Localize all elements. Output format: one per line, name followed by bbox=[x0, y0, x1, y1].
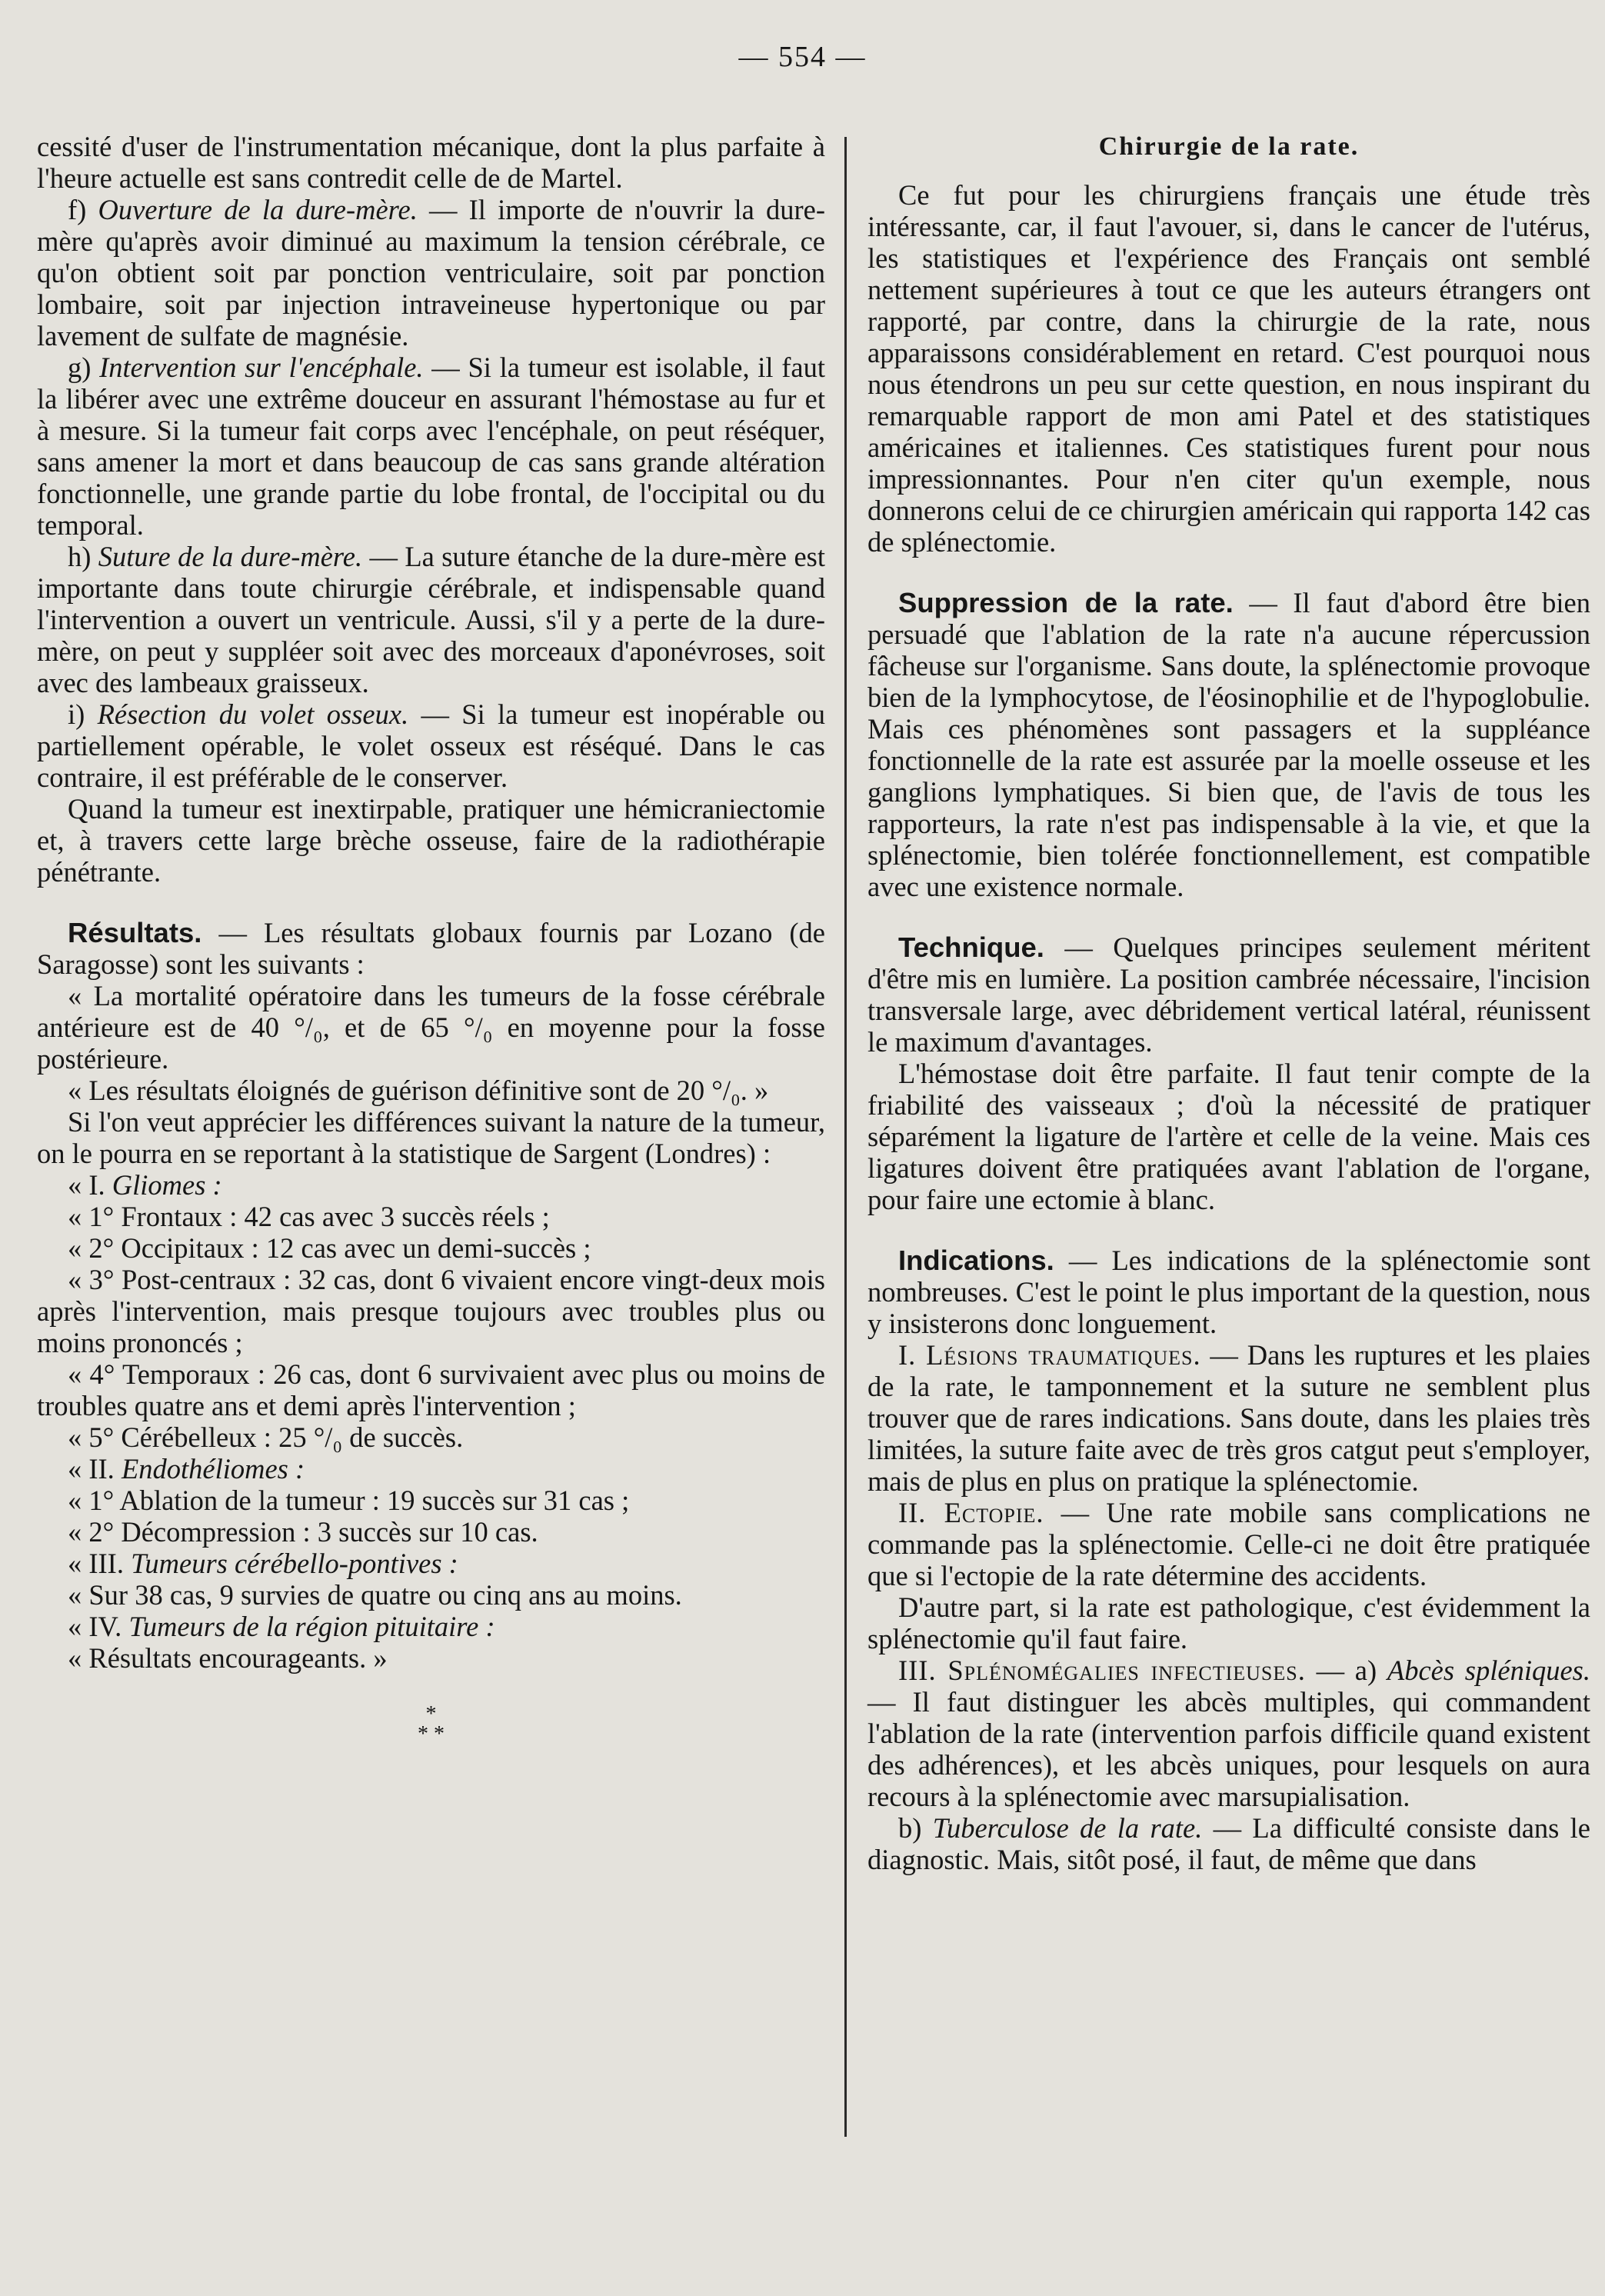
list-title: Tumeurs de la région pituitaire : bbox=[128, 1611, 495, 1642]
item-label: g) bbox=[68, 352, 100, 383]
item-text: — La suture étanche de la dure-mère est importante dans toute chirurgie cérébrale, et indispensable quand l'intervention a ouvert un ventricule. Aussi, s'il y a perte de la dure-mère, on peut y suppléer soit avec des morceaux d'aponévroses, soit avec des lambeaux graisseux. bbox=[37, 541, 825, 698]
list-item: « 1° Frontaux : 42 cas avec 3 succès réels ; bbox=[68, 1201, 550, 1232]
asterisk-top: * bbox=[425, 1702, 437, 1726]
paragraph-g bbox=[37, 352, 825, 541]
indication-text: — La difficulté consiste dans le diagnostic. Mais, sitôt posé, il faut, de même que dans bbox=[867, 1812, 1590, 1875]
item-title: Ouverture de la dure-mère. bbox=[98, 194, 418, 225]
list-title: Gliomes : bbox=[112, 1169, 222, 1201]
technique-heading: Technique. bbox=[898, 931, 1044, 963]
indication-item bbox=[867, 1497, 1590, 1591]
paragraph-i bbox=[37, 698, 825, 793]
indication-label: b) bbox=[898, 1812, 933, 1844]
indication-text: — Il faut distinguer les abcès multiples, qui commandent l'ablation de la rate (intervention parfois difficile quand existent des adhérences), et les abcès uniques, pour lesquels on aura recours à la splénectomie avec marsupialisation. bbox=[867, 1686, 1590, 1812]
suppression-heading: Suppression de la rate. bbox=[898, 587, 1234, 618]
list-item: « 5° Cérébelleux : 25 °/₀ de succès. bbox=[68, 1421, 464, 1453]
indication-text: — Dans les ruptures et les plaies de la rate, le tamponnement et la suture ne semblent plus trouver que de rares indications. Sans doute, dans les plaies très limitées, la suture faite avec de très gros catgut peut s'employer, mais de plus en plus on pratique la splénectomie. bbox=[867, 1339, 1590, 1497]
item-title: Intervention sur l'encéphale. bbox=[99, 352, 424, 383]
item-title: Résection du volet osseux. bbox=[97, 698, 409, 730]
item-label: f) bbox=[68, 194, 98, 225]
page-number: — 554 — bbox=[738, 41, 867, 73]
indication-label: I. Lésions traumatiques. bbox=[898, 1339, 1201, 1371]
paragraph: L'hémostase doit être parfaite. Il faut tenir compte de la friabilité des vaisseaux ; d'où la nécessité de pratiquer séparément la ligature de l'artère et celle de la veine. Mais ces ligatures doivent être pratiquées avant l'ablation de l'organe, pour faire une ectomie à blanc. bbox=[867, 1058, 1590, 1215]
results-paragraph bbox=[37, 917, 825, 980]
list-item bbox=[37, 1611, 825, 1642]
list-marker: « IV. bbox=[68, 1611, 129, 1642]
indication-subtitle: Abcès spléniques. bbox=[1387, 1655, 1591, 1686]
section-separator bbox=[37, 1702, 825, 1746]
list-item: « Résultats encourageants. » bbox=[68, 1642, 388, 1674]
item-text: — Il importe de n'ouvrir la dure-mère qu'après avoir diminué au maximum la tension cérébrale, ce qu'on obtient soit par ponction ventriculaire, soit par ponction lombaire, soit par injection intraveineuse hypertonique ou par lavement de sulfate de magnésie. bbox=[37, 194, 826, 352]
column-divider bbox=[844, 137, 847, 2137]
technique-paragraph bbox=[867, 931, 1590, 1058]
list-item bbox=[37, 1453, 825, 1485]
indications-text: — Les indications de la splénectomie sont nombreuses. C'est le point le plus important de la question, nous y insisterons donc longuement. bbox=[867, 1245, 1590, 1339]
results-heading: Résultats. bbox=[68, 917, 202, 948]
indication-item bbox=[867, 1655, 1590, 1812]
indication-sep: — a) bbox=[1305, 1655, 1387, 1686]
indications-heading: Indications. bbox=[898, 1245, 1054, 1276]
section-title: Chirurgie de la rate. bbox=[1098, 132, 1360, 161]
paragraph: Quand la tumeur est inextirpable, pratiquer une hémicraniectomie et, à travers cette large brèche osseuse, faire de la radiothérapie pénétrante. bbox=[37, 793, 825, 888]
list-item: « Sur 38 cas, 9 survies de quatre ou cinq ans au moins. bbox=[68, 1579, 682, 1611]
list-title: Tumeurs cérébello-pontives : bbox=[131, 1548, 458, 1579]
item-label: i) bbox=[68, 698, 98, 730]
list-item: « 2° Décompression : 3 succès sur 10 cas. bbox=[68, 1516, 538, 1548]
item-text: — Si la tumeur est isolable, il faut la libérer avec une extrême douceur en assurant l'hémostase au fur et à mesure. Si la tumeur fait corps avec l'encéphale, on peut réséquer, sans amener la mort et dans beaucoup de cas sans grande altération fonctionnelle, une grande partie du lobe frontal, de l'occipital ou du temporal. bbox=[37, 352, 826, 541]
indication-text: — Une rate mobile sans complications ne commande pas la splénectomie. Celle-ci ne doit être pratiquée que si l'ectopie de la rate détermine des accidents. bbox=[867, 1497, 1590, 1591]
indication-label: III. Splénomégalies infectieuses. bbox=[898, 1655, 1306, 1686]
list-marker: « II. bbox=[68, 1453, 122, 1485]
indication-subtitle: Tuberculose de la rate. bbox=[932, 1812, 1203, 1844]
item-text: — Si la tumeur est inopérable ou partiellement opérable, le volet osseux est réséqué. Dans le cas contraire, il est préférable de le conserver. bbox=[37, 698, 825, 793]
asterisk-bottom: * * bbox=[418, 1722, 445, 1746]
list-item bbox=[37, 1169, 825, 1201]
item-title: Suture de la dure-mère. bbox=[98, 541, 363, 572]
paragraph-f bbox=[37, 194, 825, 352]
technique-text: — Quelques principes seulement méritent d'être mis en lumière. La position cambrée nécessaire, l'incision transversale large, avec débridement vertical latéral, réunissent le maximum d'avantages. bbox=[867, 931, 1590, 1058]
indication-item bbox=[867, 1812, 1590, 1875]
list-item: « 1° Ablation de la tumeur : 19 succès sur 31 cas ; bbox=[68, 1485, 630, 1516]
paragraph-h bbox=[37, 541, 825, 698]
indication-item bbox=[867, 1339, 1590, 1497]
paragraph: Si l'on veut apprécier les différences suivant la nature de la tumeur, on le pourra en se reportant à la statistique de Sargent (Londres) : bbox=[37, 1106, 825, 1169]
indication-label: II. Ectopie. bbox=[898, 1497, 1044, 1528]
suppression-paragraph bbox=[867, 587, 1590, 902]
list-marker: « I. bbox=[68, 1169, 112, 1201]
list-item: « 3° Post-centraux : 32 cas, dont 6 vivaient encore vingt-deux mois après l'intervention, mais presque toujours avec troubles plus ou moins prononcés ; bbox=[37, 1264, 825, 1358]
indications-paragraph bbox=[867, 1245, 1590, 1339]
paragraph: D'autre part, si la rate est pathologique, c'est évidemment la splénectomie qu'il faut faire. bbox=[867, 1591, 1590, 1655]
left-column bbox=[37, 131, 825, 1744]
paragraph: cessité d'user de l'instrumentation mécanique, dont la plus parfaite à l'heure actuelle est sans contredit celle de de Martel. bbox=[37, 131, 825, 194]
suppression-text: — Il faut d'abord être bien persuadé que l'ablation de la rate n'a aucune répercussion fâcheuse sur l'organisme. Sans doute, la splénectomie provoque bien de la lymphocytose, de l'éosinophilie et de l'hypoglobulie. Mais ces phénomènes sont passagers et la suppléance fonctionnelle de la rate est assurée par la moelle osseuse et les ganglions lymphatiques. Si bien que, de l'avis de tous les rapporteurs, la rate n'est pas indispensable à la vie, et que la splénectomie, bien tolérée fonctionnellement, est compatible avec une existence normale. bbox=[867, 587, 1590, 902]
list-marker: « III. bbox=[68, 1548, 132, 1579]
results-text: — Les résultats globaux fournis par Lozano (de Saragosse) sont les suivants : bbox=[37, 917, 825, 980]
item-label: h) bbox=[68, 541, 98, 572]
quote: « Les résultats éloignés de guérison définitive sont de 20 °/₀. » bbox=[68, 1075, 769, 1106]
list-item bbox=[37, 1548, 825, 1579]
list-title: Endothéliomes : bbox=[121, 1453, 305, 1485]
list-item: « 4° Temporaux : 26 cas, dont 6 survivaient avec plus ou moins de troubles quatre ans et demi après l'intervention ; bbox=[37, 1358, 825, 1421]
quote: « La mortalité opératoire dans les tumeurs de la fosse cérébrale antérieure est de 40 °/₀, et de 65 °/₀ en moyenne pour la fosse postérieure. bbox=[37, 980, 825, 1075]
list-item: « 2° Occipitaux : 12 cas avec un demi-succès ; bbox=[68, 1232, 591, 1264]
paragraph: Ce fut pour les chirurgiens français une étude très intéressante, car, il faut l'avouer, si, dans le cancer de l'utérus, les statistiques et l'expérience des Français ont semblé nettement supérieures à tout ce que les auteurs étrangers ont rapporté, par contre, dans la chirurgie de la rate, nous apparaissons considérablement en retard. C'est pourquoi nous nous étendrons un peu sur cette question, en nous inspirant du remarquable rapport de mon ami Patel et des statistiques américaines et italiennes. Ces statistiques furent pour nous impressionnantes. Pour n'en citer qu'un exemple, nous donnerons celui de ce chirurgien américain qui rapporta 142 cas de splénectomie. bbox=[867, 179, 1590, 558]
right-column bbox=[867, 131, 1590, 1875]
